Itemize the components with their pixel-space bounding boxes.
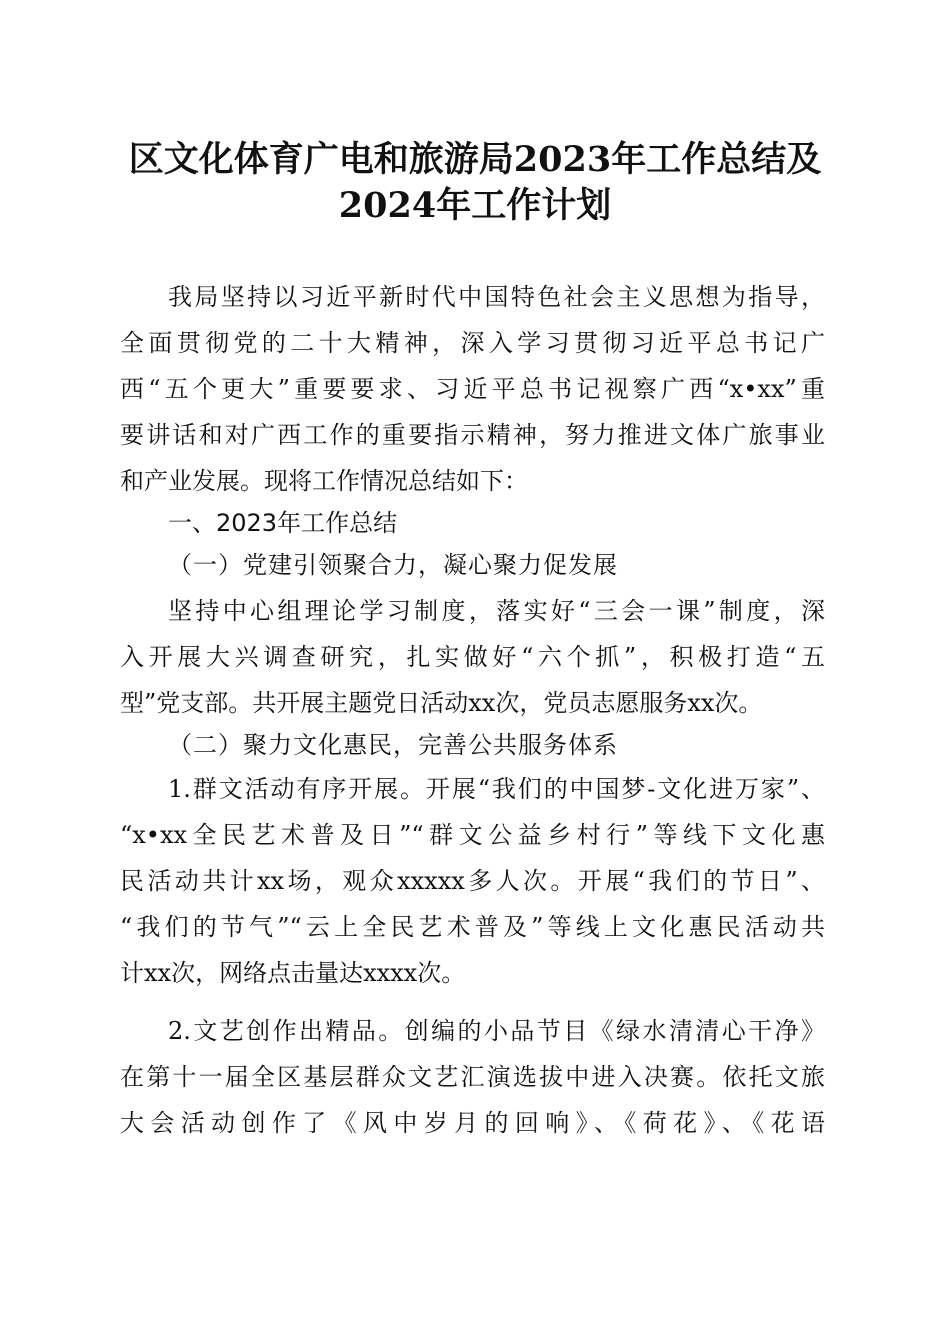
intro-line-5: 和产业发展。现将工作情况总结如下： xyxy=(120,467,528,495)
subsection-heading-2: （二）聚力文化惠民，完善公共服务体系 xyxy=(168,731,618,759)
subsection-heading-1: （一）党建引领聚合力，凝心聚力促发展 xyxy=(168,551,618,579)
intro-line-4: 要讲话和对广西工作的重要指示精神，努力推进文体广旅事业 xyxy=(120,421,825,449)
document-title-line-1: 区文化体育广电和旅游局2023年工作总结及 xyxy=(128,139,822,180)
intro-line-2: 全面贯彻党的二十大精神，深入学习贯彻习近平总书记广 xyxy=(120,329,825,357)
item2-line-1: 2.文艺创作出精品。创编的小品节目《绿水清清心干净》 xyxy=(168,1017,825,1045)
item2-line-3: 大会活动创作了《风中岁月的回响》、《荷花》、《花语 xyxy=(120,1109,825,1137)
sub1-line-3: 型”党支部。共开展主题党日活动xx次，党员志愿服务xx次。 xyxy=(120,689,763,717)
sub1-line-2: 入开展大兴调查研究，扎实做好“六个抓”，积极打造“五 xyxy=(120,643,825,671)
sub1-line-1: 坚持中心组理论学习制度，落实好“三会一课”制度，深 xyxy=(168,597,825,625)
intro-line-1: 我局坚持以习近平新时代中国特色社会主义思想为指导， xyxy=(168,283,825,311)
document-title-line-2: 2024年工作计划 xyxy=(338,185,612,226)
item1-line-3: 民活动共计xx场，观众xxxxx多人次。开展“我们的节日”、 xyxy=(120,867,825,895)
item1-line-4: “我们的节气”“云上全民艺术普及”等线上文化惠民活动共 xyxy=(120,913,825,941)
item1-line-2: “x•xx全民艺术普及日”“群文公益乡村行”等线下文化惠 xyxy=(120,821,825,849)
item2-line-2: 在第十一届全区基层群众文艺汇演选拔中进入决赛。依托文旅 xyxy=(120,1063,825,1091)
item1-line-5: 计xx次，网络点击量达xxxx次。 xyxy=(120,959,466,987)
section-heading-1: 一、2023年工作总结 xyxy=(168,509,398,537)
item1-line-1: 1.群文活动有序开展。开展“我们的中国梦-文化进万家”、 xyxy=(168,775,825,803)
intro-line-3: 西“五个更大”重要要求、习近平总书记视察广西“x•xx”重 xyxy=(120,375,825,403)
